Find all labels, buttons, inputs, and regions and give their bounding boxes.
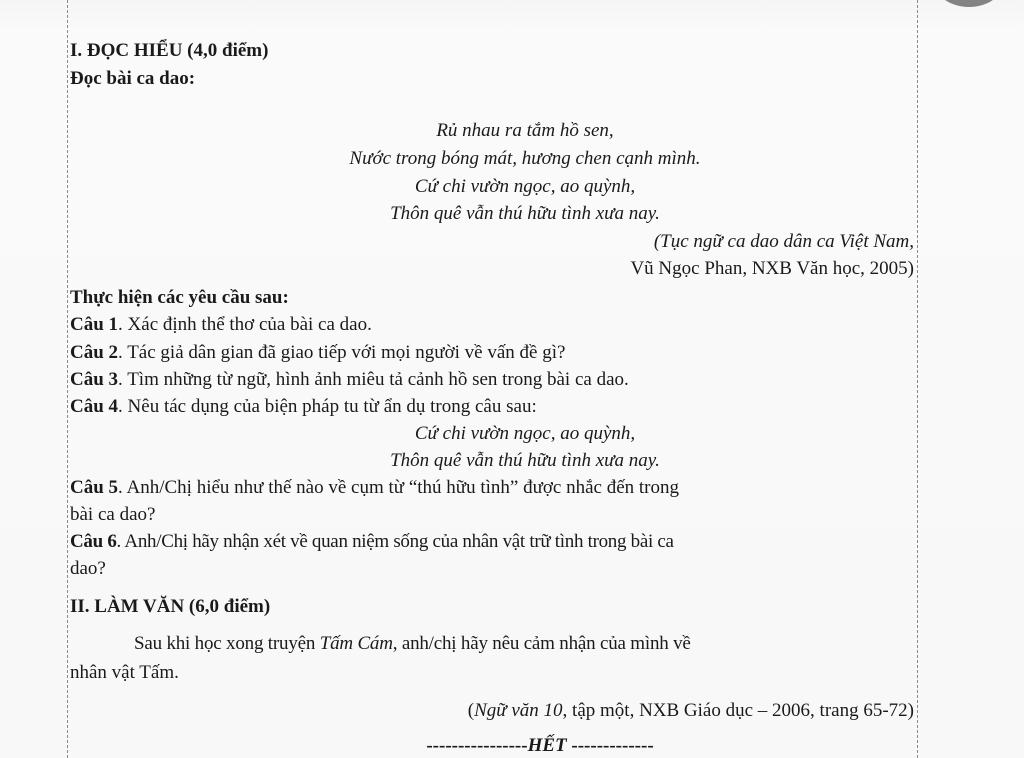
question-text: . Tác giả dân gian đã giao tiếp với mọi người về vấn đề gì? (118, 342, 566, 363)
essay-prompt-before: Sau khi học xong truyện (134, 633, 320, 654)
essay-prompt-continuation: nhân vật Tấm. (70, 662, 179, 683)
question-text: . Nêu tác dụng của biện pháp tu từ ẩn dụ trong câu sau: (118, 396, 537, 417)
poem-line-4: Thôn quê vẫn thú hữu tình xưa nay. (390, 203, 660, 224)
section1-instruction: Đọc bài ca dao: (70, 68, 196, 89)
question-text: . Tìm những từ ngữ, hình ảnh miêu tả cảnh hồ sen trong bài ca dao. (118, 369, 629, 390)
right-margin-line (917, 0, 918, 758)
question-label: Câu 4 (70, 396, 119, 417)
poem-line-3: Cứ chi vườn ngọc, ao quỳnh, (414, 176, 636, 197)
question-text: . Xác định thể thơ của bài ca dao. (118, 314, 372, 335)
question-text: . Anh/Chị hiểu như thế nào về cụm từ “thú hữu tình” được nhắc đến trong (118, 477, 680, 498)
essay-prompt-after: , anh/chị hãy nêu cảm nhận của mình về (392, 633, 691, 654)
question-6-continuation: dao? (70, 558, 106, 579)
poem-line-2: Nước trong bóng mát, hương chen cạnh mình. (349, 148, 701, 169)
textbook-title: Ngữ văn 10 (474, 700, 563, 721)
question-label: Câu 2 (70, 342, 119, 363)
question-1 (70, 314, 372, 336)
question-label: Câu 5 (70, 477, 119, 498)
tasks-heading: Thực hiện các yêu cầu sau: (70, 287, 289, 308)
section1-heading: I. ĐỌC HIỂU (4,0 điểm) (70, 40, 269, 61)
quote-line-1: Cứ chi vườn ngọc, ao quỳnh, (414, 423, 636, 444)
essay-source-rest: , tập một, NXB Giáo dục – 2006, trang 65-72) (562, 700, 914, 721)
end-dashes-left: ---------------- (426, 735, 528, 756)
question-label: Câu 3 (70, 369, 119, 390)
question-4 (70, 396, 537, 418)
question-6 (70, 531, 674, 553)
poem-line-1: Rủ nhau ra tắm hồ sen, (436, 120, 614, 141)
section2-heading: II. LÀM VĂN (6,0 điểm) (70, 596, 271, 617)
story-title: Tấm Cám (319, 633, 393, 654)
end-word: HẾT (527, 735, 567, 756)
essay-prompt (134, 633, 691, 655)
poem-source-2: Vũ Ngọc Phan, NXB Văn học, 2005) (630, 258, 914, 279)
question-5 (70, 477, 679, 499)
question-3 (70, 369, 629, 391)
corner-shadow (934, 0, 1004, 7)
quote-line-2: Thôn quê vẫn thú hữu tình xưa nay. (390, 450, 660, 471)
essay-source: (Ngữ văn 10, tập một, NXB Giáo dục – 2006, trang 65-72) (467, 700, 914, 721)
end-dashes-right: ------------- (566, 735, 654, 756)
question-2 (70, 342, 565, 364)
poem-source-1: (Tục ngữ ca dao dân ca Việt Nam, (653, 231, 914, 252)
question-label: Câu 6 (70, 531, 117, 552)
left-margin-line (67, 0, 68, 758)
end-marker (300, 735, 780, 757)
question-text: . Anh/Chị hãy nhận xét về quan niệm sống của nhân vật trữ tình trong bài ca (116, 531, 674, 552)
question-label: Câu 1 (70, 314, 119, 335)
question-5-continuation: bài ca dao? (70, 504, 156, 525)
